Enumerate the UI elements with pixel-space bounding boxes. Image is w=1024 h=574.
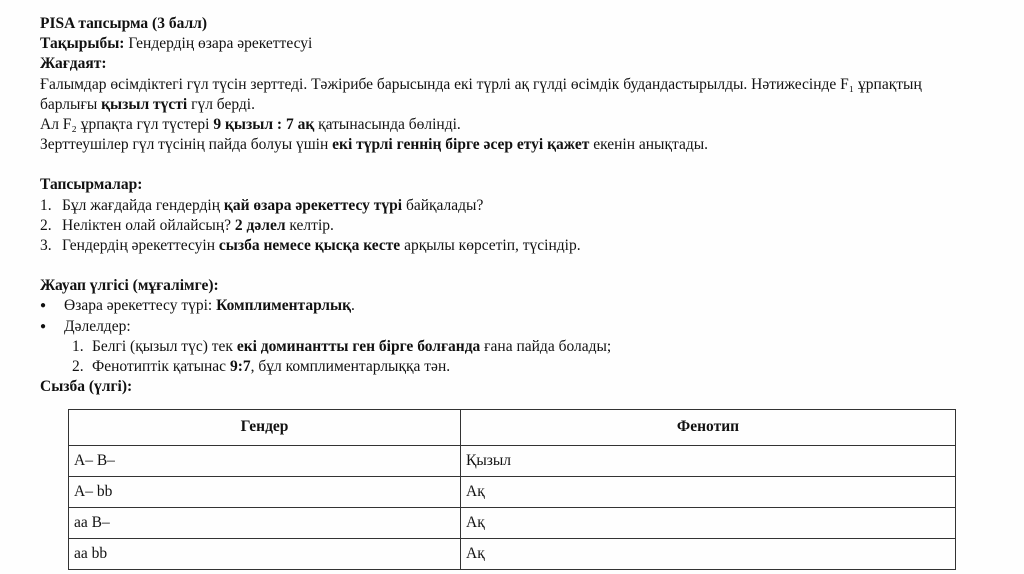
phenotype-cell: Ақ (461, 477, 956, 508)
situation-line-1: Ғалымдар өсімдіктегі гүл түсін зерттеді. Тәжірибе барысында екі түрлі ақ гүлді өсімдік будандастырылды. Нәтижесінде F₁ ұрпақтың (40, 75, 922, 93)
evidence-item: 1. Белгі (қызыл түс) тек екі доминантты ген бірге болғанда ғана пайда болады; (72, 337, 612, 355)
tasks-heading: Тапсырмалар: (40, 176, 143, 194)
column-header-phenotype: Фенотип (461, 410, 956, 446)
phenotype-cell: Ақ (461, 539, 956, 570)
task-item: 3. Гендердің әрекеттесуін сызба немесе қысқа кесте арқылы көрсетіп, түсіндір. (40, 237, 581, 255)
table-row (69, 446, 956, 477)
task-item: 1. Бұл жағдайда гендердің қай өзара әрекеттесу түрі байқалады? (40, 196, 484, 214)
genotype-cell: A– bb (69, 477, 461, 508)
table-row (69, 539, 956, 570)
situation-line-3: Ал F₂ ұрпақта гүл түстері 9 қызыл : 7 ақ қатынасында бөлінді. (40, 116, 461, 134)
bullet-icon: ● (40, 320, 47, 332)
task-title: PISA тапсырма (3 балл) (40, 15, 208, 32)
genotype-cell: A– B– (69, 446, 461, 477)
phenotype-cell: Ақ (461, 508, 956, 539)
table-header-row (69, 410, 956, 446)
bullet-icon: ● (40, 300, 47, 312)
answer-bullet: ● Өзара әрекеттесу түрі: Комплиментарлық. (40, 296, 1024, 316)
evidence-item: 2. Фенотиптік қатынас 9:7, бұл комплиментарлыққа тән. (72, 358, 451, 376)
answer-heading: Жауап үлгісі (мұғалімге): (40, 277, 219, 295)
table-row (69, 508, 956, 539)
answer-bullet: ● Дәлелдер: (40, 317, 1024, 337)
genotype-phenotype-table (68, 409, 956, 570)
task-item: 2. Неліктен олай ойлайсың? 2 дәлел келтір. (40, 216, 334, 234)
phenotype-cell: Қызыл (461, 446, 956, 477)
topic-line: Тақырыбы: Гендердің өзара әрекеттесуі (40, 35, 313, 53)
scheme-heading: Сызба (үлгі): (40, 378, 133, 396)
genotype-cell: aa B– (69, 508, 461, 539)
situation-line-4: Зерттеушілер гүл түсінің пайда болуы үшін екі түрлі геннің бірге әсер етуі қажет екенін анықтады. (40, 136, 709, 154)
column-header-genes: Гендер (69, 410, 461, 446)
situation-heading: Жағдаят: (40, 55, 107, 73)
situation-line-2: барлығы қызыл түсті гүл берді. (40, 95, 255, 113)
table-row (69, 477, 956, 508)
genotype-cell: aa bb (69, 539, 461, 570)
